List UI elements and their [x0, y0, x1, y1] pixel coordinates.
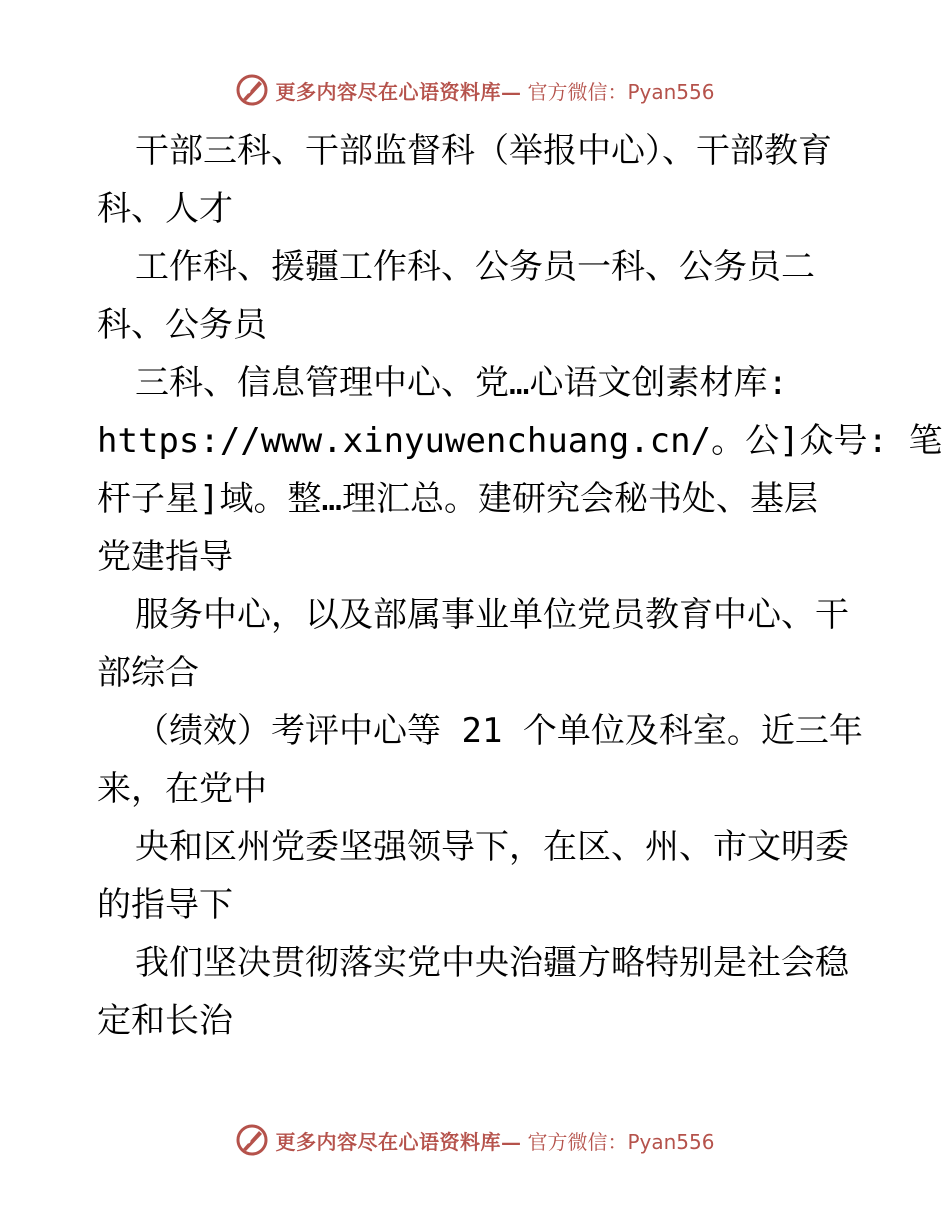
- watermark-text: 更多内容尽在心语资料库—: [275, 1129, 522, 1154]
- text-line: 我们坚决贯彻落实党中央治疆方略特别是社会稳: [135, 943, 849, 983]
- text-line: 党建指导: [97, 537, 233, 577]
- text-line: 三科、信息管理中心、党…心语文创素材库:: [135, 363, 788, 403]
- text-line: https://www.xinyuwenchuang.cn/。公]众号: 笔: [97, 421, 943, 461]
- watermark-text: 更多内容尽在心语资料库—: [275, 79, 522, 104]
- text-line: 来，在党中: [97, 769, 267, 809]
- footer-watermark: [0, 1120, 950, 1160]
- watermark-wechat: 官方微信：Pyan556: [527, 79, 715, 104]
- quill-logo-icon: [235, 73, 269, 107]
- document-body: [97, 122, 943, 1050]
- text-line: （绩效）考评中心等 21 个单位及科室。近三年: [135, 711, 863, 751]
- text-line: 的指导下: [97, 885, 233, 925]
- header-watermark: [0, 70, 950, 110]
- text-line: 科、公务员: [97, 305, 267, 345]
- text-line: 服务中心，以及部属事业单位党员教育中心、干: [135, 595, 849, 635]
- text-line: 央和区州党委坚强领导下，在区、州、市文明委: [135, 827, 849, 867]
- text-line: 工作科、援疆工作科、公务员一科、公务员二: [135, 247, 815, 287]
- watermark-wechat: 官方微信：Pyan556: [527, 1129, 715, 1154]
- text-line: 杆子星]域。整…理汇总。建研究会秘书处、基层: [97, 479, 818, 519]
- text-line: 定和长治: [97, 1001, 233, 1041]
- text-line: 部综合: [97, 653, 199, 693]
- text-line: 科、人才: [97, 189, 233, 229]
- text-line: 干部三科、干部监督科（举报中心）、干部教育: [135, 131, 832, 171]
- quill-logo-icon: [235, 1123, 269, 1157]
